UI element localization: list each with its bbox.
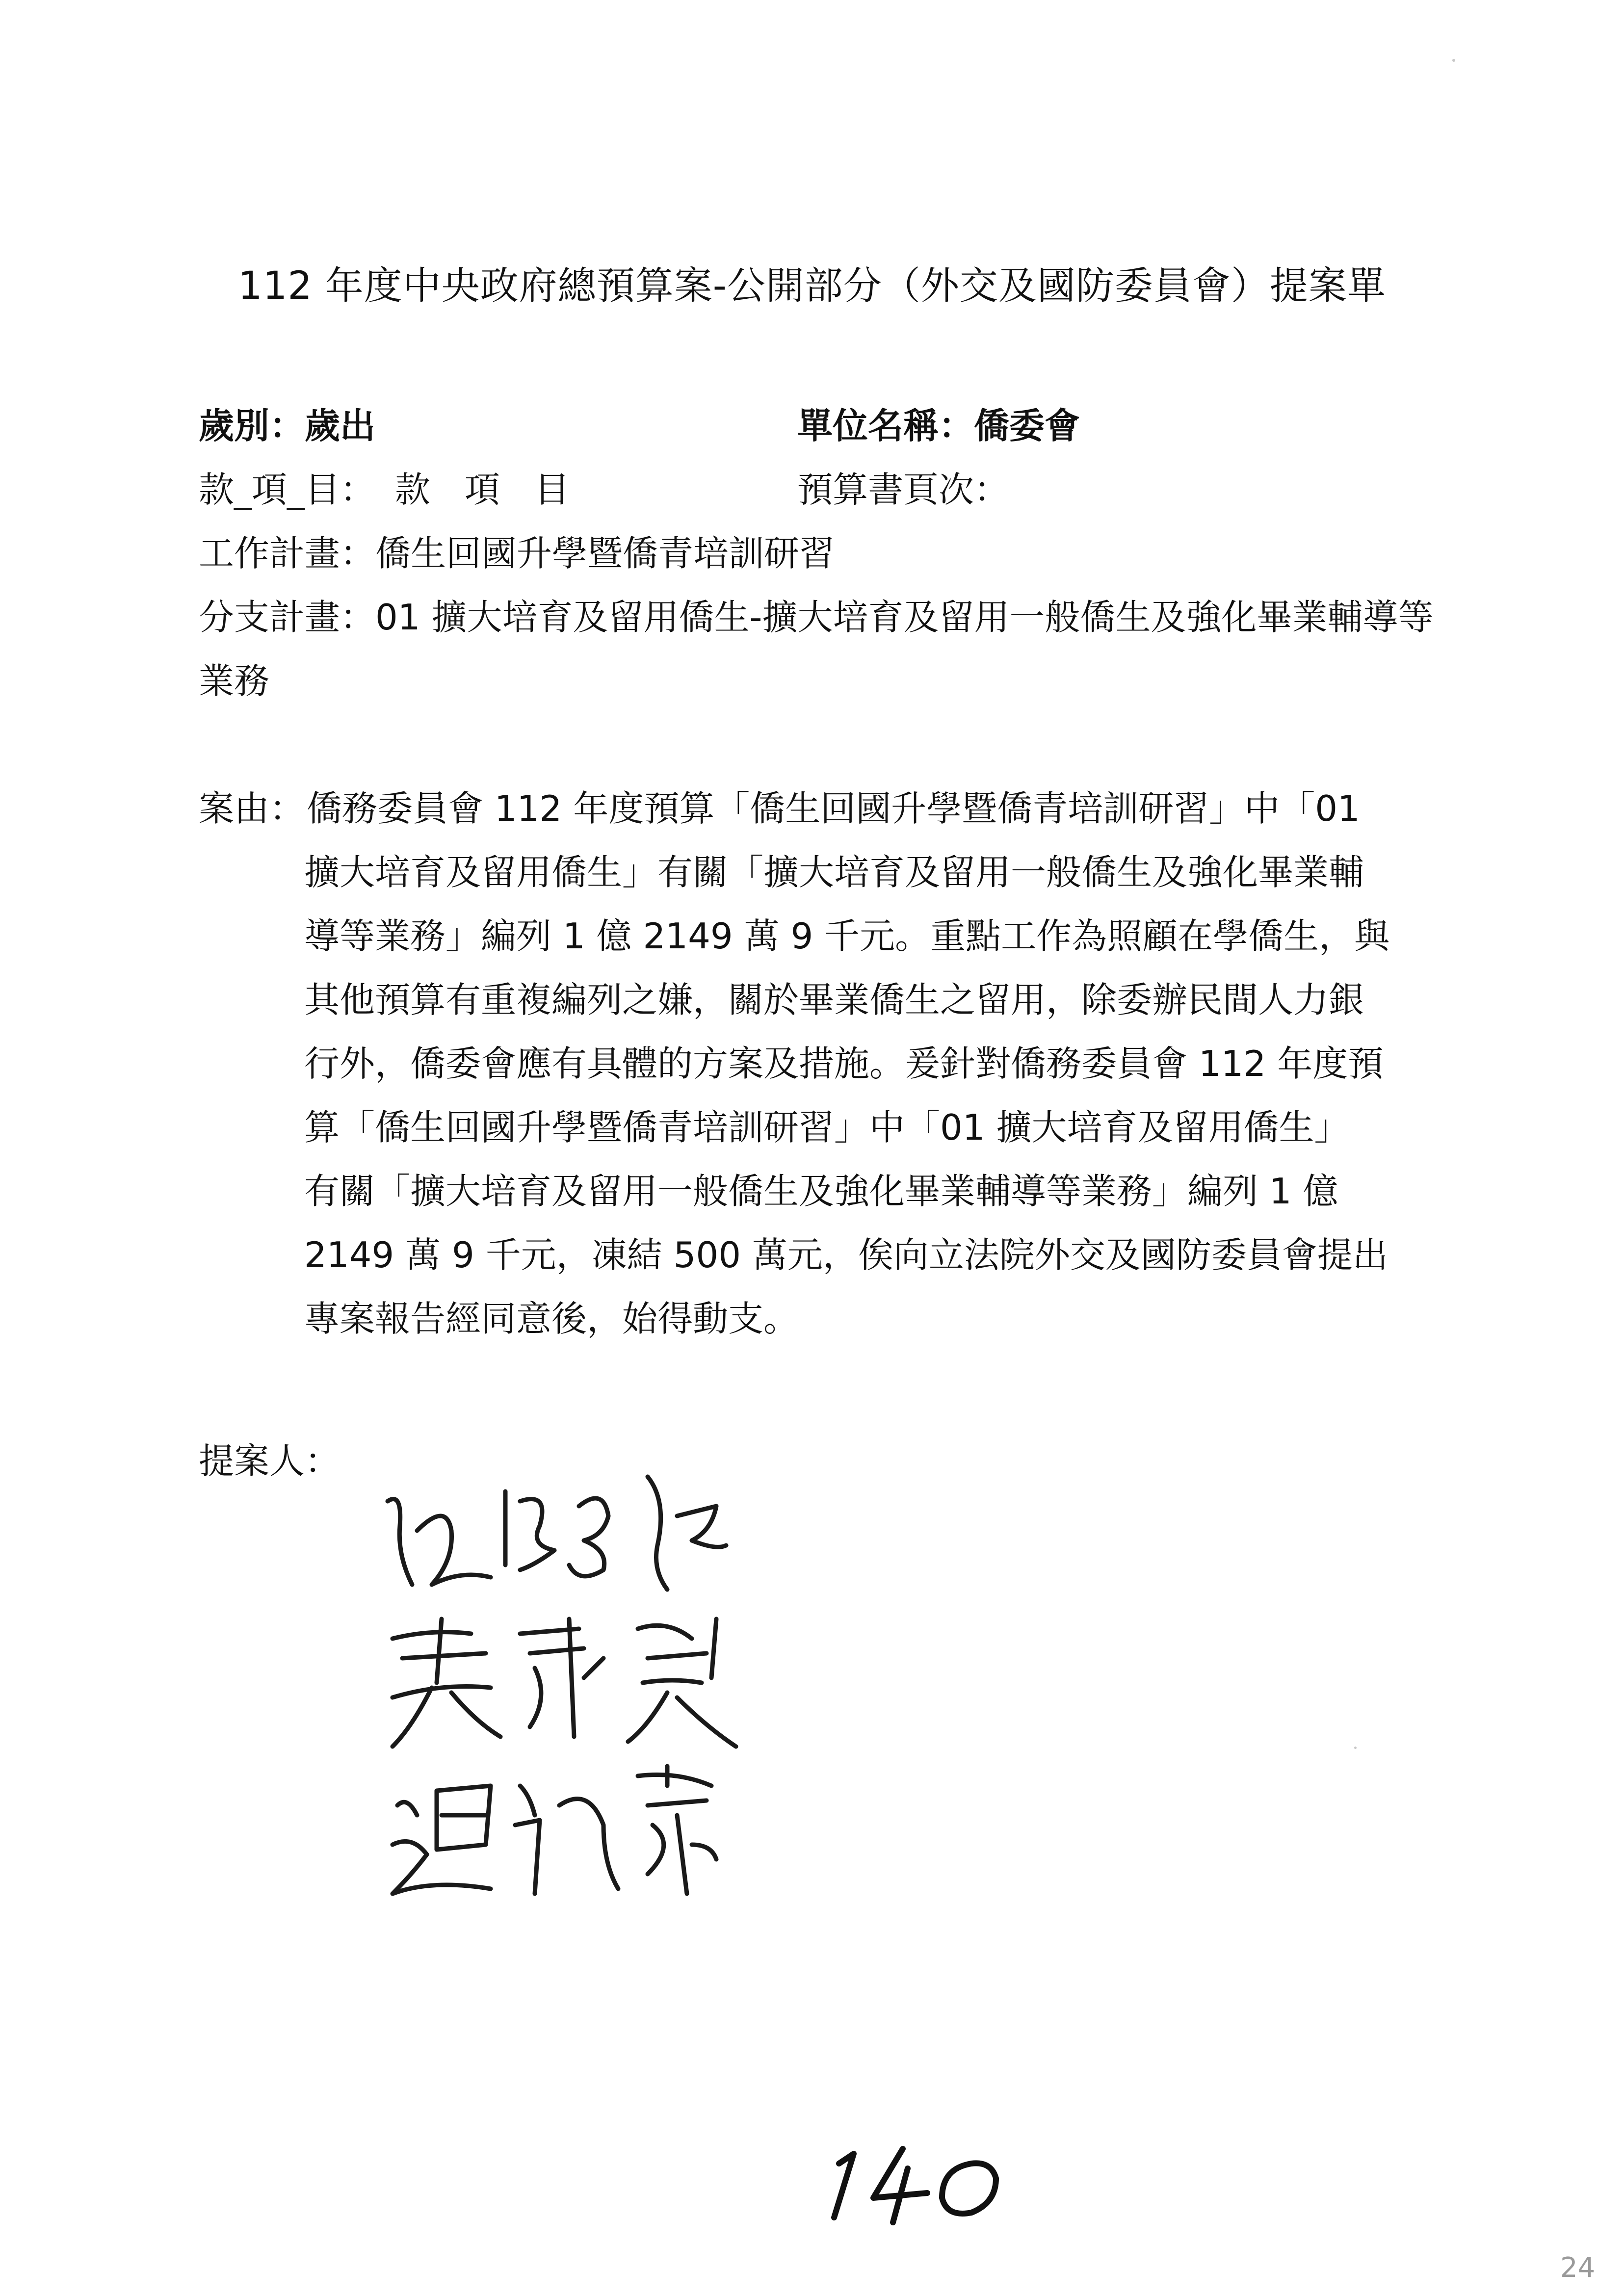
handwritten-page-number bbox=[819, 2134, 1025, 2232]
reason-line: 2149 萬 9 千元，凍結 500 萬元，俟向立法院外交及國防委員會提出 bbox=[304, 1234, 1388, 1276]
kxm-xiang: 項 bbox=[465, 469, 500, 510]
handwritten-signature-3 bbox=[393, 1766, 716, 1894]
kxm-kuan: 款 bbox=[395, 469, 431, 510]
unit-name: 單位名稱：僑委會 bbox=[797, 405, 1080, 446]
kxm-label: 款_項_目： bbox=[199, 469, 376, 510]
reason-line: 僑務委員會 112 年度預算「僑生回國升學暨僑青培訓研習」中「01 bbox=[307, 788, 1360, 829]
corner-page-number: 24 bbox=[1560, 2252, 1596, 2284]
scan-speck bbox=[1452, 59, 1455, 62]
reason-label: 案由： bbox=[199, 788, 305, 829]
handwritten-page-number-value: 140 bbox=[819, 2134, 820, 2135]
document-title: 112 年度中央政府總預算案-公開部分（外交及國防委員會）提案單 bbox=[238, 264, 1386, 308]
branch-plan-line-1: 分支計畫：01 擴大培育及留用僑生-擴大培育及留用一般僑生及強化畢業輔導等 bbox=[199, 597, 1434, 638]
reason-line: 專案報告經同意後，始得動支。 bbox=[304, 1298, 799, 1339]
proposer-signatures bbox=[373, 1472, 844, 1913]
reason-line: 擴大培育及留用僑生」有關「擴大培育及留用一般僑生及強化畢業輔 bbox=[304, 852, 1364, 893]
reason-line: 有關「擴大培育及留用一般僑生及強化畢業輔導等業務」編列 1 億 bbox=[304, 1171, 1338, 1212]
proposer-label: 提案人： bbox=[199, 1440, 341, 1482]
handwritten-signature-1 bbox=[388, 1477, 726, 1590]
handwritten-signature-2 bbox=[393, 1619, 736, 1747]
reason-line: 導等業務」編列 1 億 2149 萬 9 千元。重點工作為照顧在學僑生，與 bbox=[304, 915, 1390, 957]
reason-line: 行外，僑委會應有具體的方案及措施。爰針對僑務委員會 112 年度預 bbox=[304, 1043, 1384, 1084]
reason-line: 其他預算有重複編列之嫌，關於畢業僑生之留用，除委辦民間人力銀 bbox=[304, 979, 1364, 1020]
year-type: 歲別：歲出 bbox=[199, 405, 376, 446]
work-plan: 工作計畫：僑生回國升學暨僑青培訓研習 bbox=[199, 533, 835, 574]
budget-page: 預算書頁次： bbox=[797, 469, 1010, 510]
scan-speck bbox=[1354, 1747, 1357, 1749]
kxm-mu: 目 bbox=[534, 469, 570, 510]
kxm-row bbox=[199, 461, 570, 512]
branch-plan-line-2: 業務 bbox=[199, 660, 270, 702]
reason-line: 算「僑生回國升學暨僑青培訓研習」中「01 擴大培育及留用僑生」 bbox=[304, 1107, 1350, 1148]
